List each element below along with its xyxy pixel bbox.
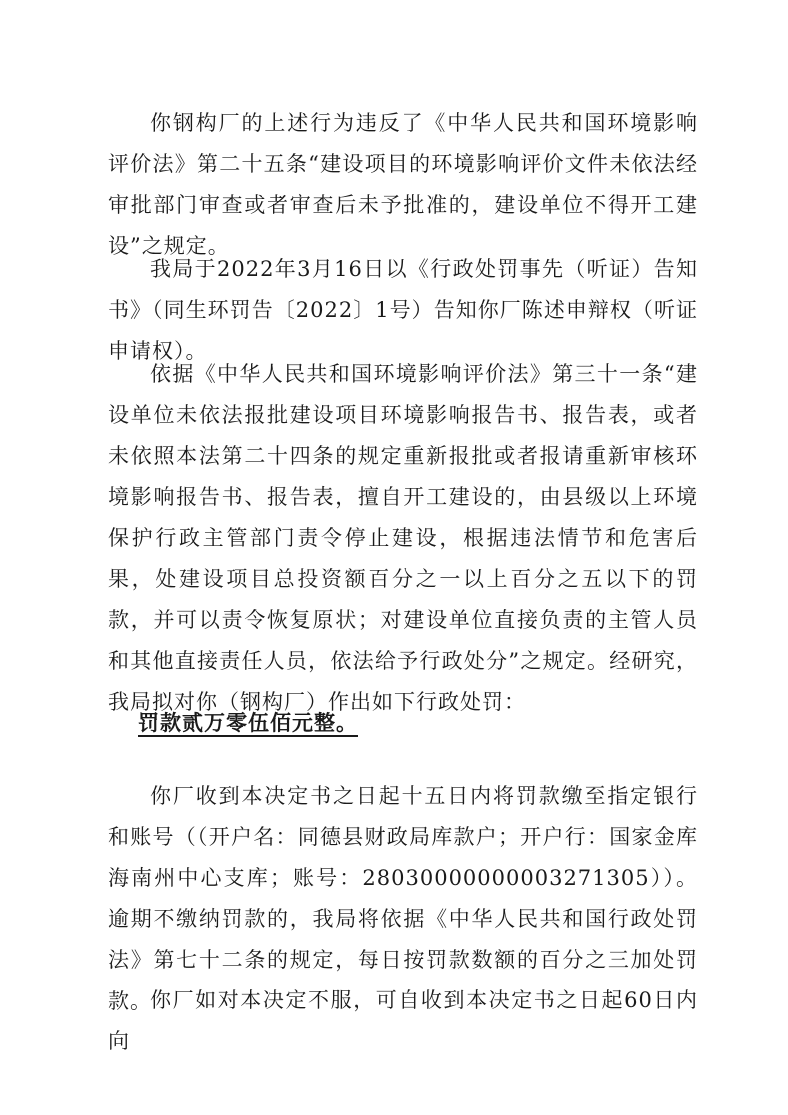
penalty-amount: 罚款贰万零伍佰元整。 <box>138 710 358 735</box>
paragraph-legal-basis: 依据《中华人民共和国环境影响评价法》第三十一条“建设单位未依法报批建设项目环境影响报告书、报告表，或者未依照本法第二十四条的规定重新报批或者报请重新审核环境影响报告书、报告表，擅自开工建设的，由县级以上环境保护行政主管部门责令停止建设，根据违法情节和危害后果，处建设项目总投资额百分之一以上百分之五以下的罚款，并可以责令恢复原状；对建设单位直接负责的主管人员和其他直接责任人员，依法给予行政处分”之规定。经研究，我局拟对你（钢构厂）作出如下行政处罚： <box>108 362 698 714</box>
paragraph-notice: 我局于2022年3月16日以《行政处罚事先（听证）告知书》（同生环罚告〔2022〕1号）告知你厂陈述申辩权（听证申请权）。 <box>108 257 698 363</box>
paragraph-appeal: 你厂如对本决定不服，可自收到本决定书之日起60日内向 <box>108 988 698 1053</box>
paragraph-violation: 你钢构厂的上述行为违反了《中华人民共和国环境影响评价法》第二十五条“建设项目的环境影响评价文件未依法经审批部门审查或者审查后未予批准的，建设单位不得开工建设”之规定。 <box>108 111 698 258</box>
paragraph-payment: 你厂收到本决定书之日起十五日内将罚款缴至指定银行和账号（（开户名：同德县财政局库款户；开户行：国家金库海南州中心支库；账号：28030000000003271305））。逾期不缴纳罚款的，我局将依据《中华人民共和国行政处罚法》第七十二条的规定，每日按罚款数额的百分之三加处罚款。 <box>108 784 698 1013</box>
